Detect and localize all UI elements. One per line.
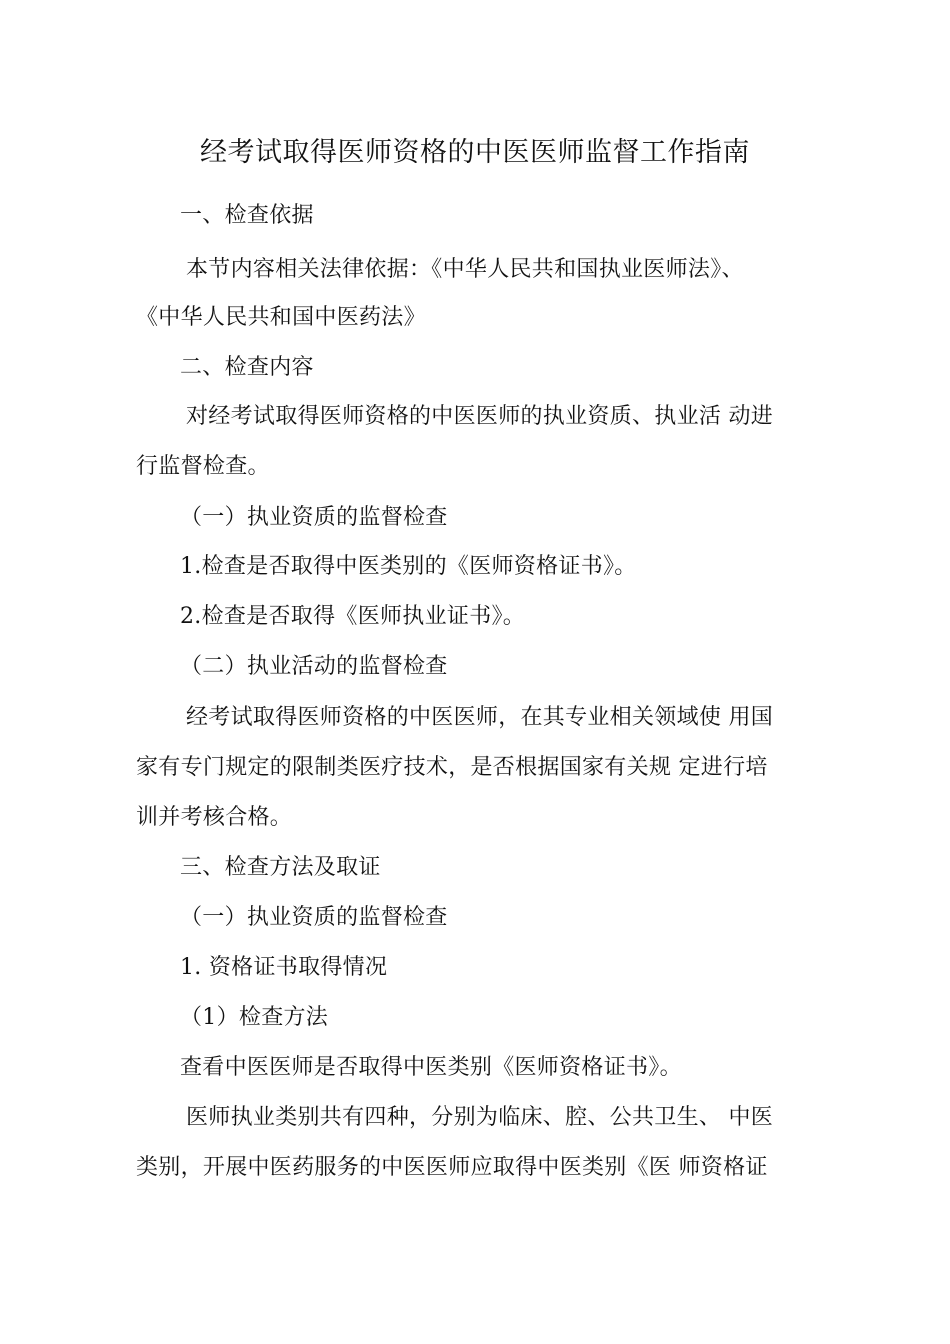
paragraph-line: 查看中医医师是否取得中医类别《医师资格证书》。 (180, 1055, 682, 1080)
subsection-heading: （一）执业资质的监督检查 (180, 905, 448, 930)
document-title: 经考试取得医师资格的中医医师监督工作指南 (200, 137, 750, 168)
paragraph-line: 家有专门规定的限制类医疗技术，是否根据国家有关规 定进行培 (136, 755, 768, 780)
list-item: 1. 资格证书取得情况 (180, 955, 388, 980)
paragraph-line: 行监督检查。 (136, 454, 270, 479)
list-item: 1.检查是否取得中医类别的《医师资格证书》。 (180, 554, 637, 579)
subsection-heading: （一）执业资质的监督检查 (180, 505, 448, 530)
paragraph-line: 本节内容相关法律依据：《中华人民共和国执业医师法》、 (186, 257, 744, 282)
list-item: （1）检查方法 (180, 1005, 329, 1030)
list-item: 2.检查是否取得《医师执业证书》。 (180, 604, 526, 629)
section-heading-basis: 一、检查依据 (180, 203, 314, 228)
paragraph-line: 医师执业类别共有四种，分别为临床、腔、公共卫生、 中医 (186, 1105, 774, 1130)
paragraph-line: 类别，开展中医药服务的中医医师应取得中医类别《医 师资格证 (136, 1155, 768, 1180)
paragraph-line: 训并考核合格。 (136, 805, 293, 830)
paragraph-line: 《中华人民共和国中医药法》 (136, 305, 426, 330)
subsection-heading: （二）执业活动的监督检查 (180, 654, 448, 679)
section-heading-content: 二、检查内容 (180, 355, 314, 380)
paragraph-line: 经考试取得医师资格的中医医师，在其专业相关领域使 用国 (186, 705, 774, 730)
paragraph-line: 对经考试取得医师资格的中医医师的执业资质、执业活 动进 (186, 404, 774, 429)
section-heading-methods: 三、检查方法及取证 (180, 855, 381, 880)
